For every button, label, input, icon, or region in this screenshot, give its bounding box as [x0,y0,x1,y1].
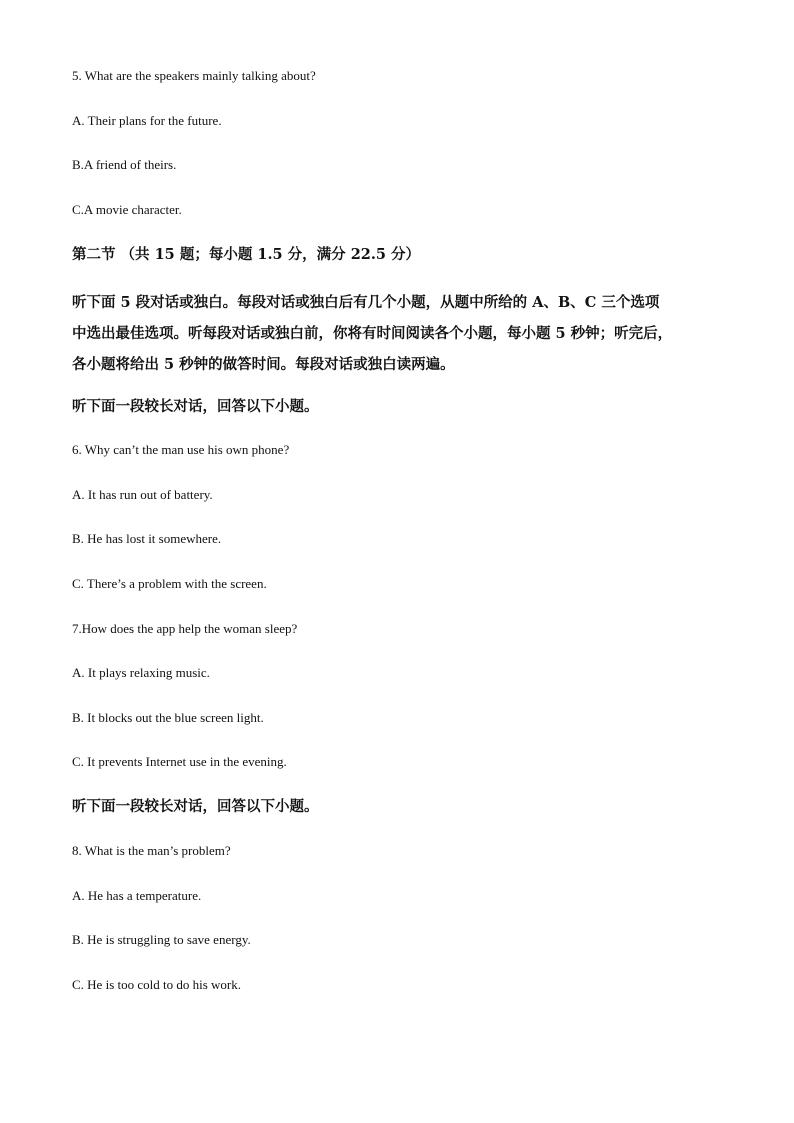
option-c: C. He is too cold to do his work. [72,977,241,992]
section-instructions [72,287,724,380]
question-6-text: 6. Why can’t the man use his own phone? [72,442,290,457]
option-a: A. Their plans for the future. [72,113,222,128]
option-a: A. It has run out of battery. [72,487,213,502]
option-c: C. There’s a problem with the screen. [72,576,267,591]
question-8-text: 8. What is the man’s problem? [72,843,231,858]
question-7-text: 7.How does the app help the woman sleep? [72,621,298,636]
option-a: A. It plays relaxing music. [72,665,210,680]
option-c: C. It prevents Internet use in the evening. [72,754,287,769]
option-c: C.A movie character. [72,202,182,217]
dialogue-intro: 听下面一段较长对话，回答以下小题。 [72,398,319,415]
question-5-text: 5. What are the speakers mainly talking about? [72,68,316,83]
option-b: B.A friend of theirs. [72,157,177,172]
option-b: B. He is struggling to save energy. [72,932,251,947]
dialogue-intro: 听下面一段较长对话，回答以下小题。 [72,798,319,815]
instruction-line: 各小题将给出 5 秒钟的做答时间。每段对话或独白读两遍。 [72,356,455,373]
option-b: B. He has lost it somewhere. [72,531,222,546]
option-b: B. It blocks out the blue screen light. [72,710,264,725]
section-heading: 第二节 （共 15 题；每小题 1.5 分，满分 22.5 分） [72,246,421,263]
instruction-line: 中选出最佳选项。听每段对话或独白前，你将有时间阅读各个小题，每小题 5 秒钟；听完后， [72,325,673,342]
instruction-line: 听下面 5 段对话或独白。每段对话或独白后有几个小题，从题中所给的 A、B、C 三个选项 [72,294,660,311]
option-a: A. He has a temperature. [72,888,202,903]
